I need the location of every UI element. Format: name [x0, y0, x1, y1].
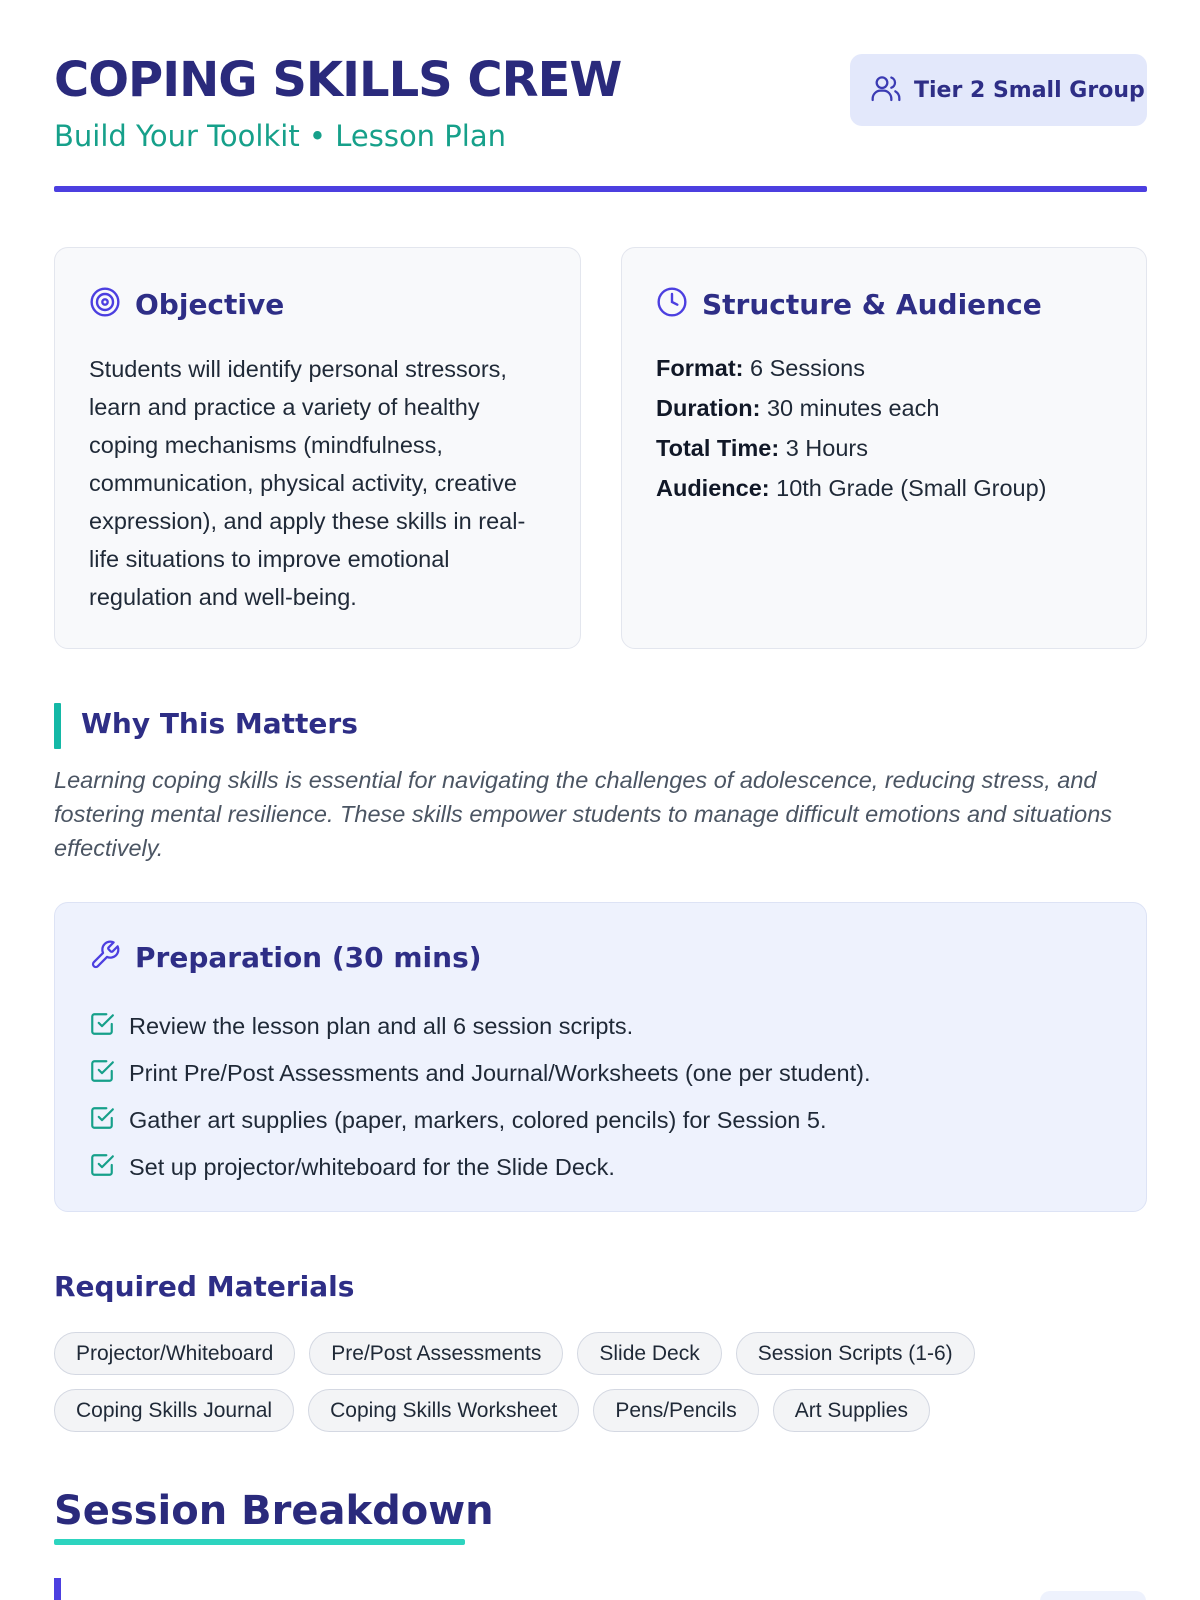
structure-list	[656, 348, 1126, 508]
preparation-heading: Preparation (30 mins)	[135, 941, 482, 974]
structure-value: 10th Grade (Small Group)	[776, 475, 1047, 501]
material-chip: Pre/Post Assessments	[309, 1332, 563, 1375]
structure-heading: Structure & Audience	[702, 288, 1042, 321]
structure-card	[621, 247, 1147, 649]
preparation-list	[89, 1003, 870, 1191]
tier-badge	[850, 54, 1147, 126]
preparation-item	[89, 1050, 870, 1097]
materials-chip-list	[54, 1332, 1147, 1432]
session-breakdown-heading: Session Breakdown	[54, 1488, 494, 1534]
structure-item-audience	[656, 468, 1126, 508]
structure-value: 3 Hours	[785, 435, 868, 461]
objective-text: Students will identify personal stressors, learn and practice a variety of healthy coping mechanisms (mindfulness, communication, physical activity, creative expression), and apply these skills in real-life situations to improve emotional regulation and well-being.	[89, 356, 526, 610]
structure-item-total-time	[656, 428, 1126, 468]
preparation-card	[54, 902, 1147, 1212]
header-divider	[54, 186, 1147, 192]
tier-badge-label: Tier 2 Small Group	[914, 77, 1145, 103]
check-square-icon	[89, 1058, 115, 1090]
material-chip: Projector/Whiteboard	[54, 1332, 295, 1375]
session-accent-bar	[54, 1578, 61, 1600]
structure-label: Format:	[656, 355, 744, 381]
preparation-item-text: Set up projector/whiteboard for the Slide Deck.	[129, 1154, 615, 1180]
page-title: COPING SKILLS CREW	[54, 52, 622, 108]
why-text: Learning coping skills is essential for navigating the challenges of adolescence, reducing stress, and fostering mental resilience. These skills empower students to manage difficult emotions and situations effectively.	[54, 767, 1113, 861]
objective-heading: Objective	[135, 288, 285, 321]
preparation-item	[89, 1003, 870, 1050]
target-icon	[89, 286, 121, 323]
preparation-item-text: Gather art supplies (paper, markers, colored pencils) for Session 5.	[129, 1107, 827, 1133]
structure-label: Total Time:	[656, 435, 780, 461]
material-chip: Coping Skills Worksheet	[308, 1389, 579, 1432]
check-square-icon	[89, 1011, 115, 1043]
structure-item-duration	[656, 388, 1126, 428]
why-heading: Why This Matters	[81, 707, 358, 740]
preparation-item	[89, 1144, 870, 1191]
wrench-icon	[89, 939, 121, 976]
clock-icon	[656, 286, 688, 323]
preparation-item-text: Review the lesson plan and all 6 session scripts.	[129, 1013, 634, 1039]
session-badge	[1040, 1591, 1146, 1600]
objective-card	[54, 247, 581, 649]
materials-heading: Required Materials	[54, 1270, 355, 1303]
structure-label: Duration:	[656, 395, 761, 421]
section-accent-bar	[54, 703, 61, 749]
structure-value: 30 minutes each	[766, 395, 940, 421]
material-chip: Session Scripts (1-6)	[736, 1332, 975, 1375]
material-chip: Pens/Pencils	[593, 1389, 758, 1432]
preparation-item-text: Print Pre/Post Assessments and Journal/Worksheets (one per student).	[129, 1060, 871, 1086]
page-header	[54, 52, 1147, 194]
structure-value: 6 Sessions	[750, 355, 865, 381]
heading-underline	[54, 1539, 465, 1545]
structure-item-format	[656, 348, 1126, 388]
page-subtitle: Build Your Toolkit • Lesson Plan	[54, 119, 506, 153]
preparation-item	[89, 1097, 870, 1144]
material-chip: Coping Skills Journal	[54, 1389, 294, 1432]
material-chip: Slide Deck	[577, 1332, 721, 1375]
material-chip: Art Supplies	[773, 1389, 930, 1432]
users-icon	[870, 72, 902, 109]
check-square-icon	[89, 1105, 115, 1137]
structure-label: Audience:	[656, 475, 770, 501]
check-square-icon	[89, 1152, 115, 1184]
